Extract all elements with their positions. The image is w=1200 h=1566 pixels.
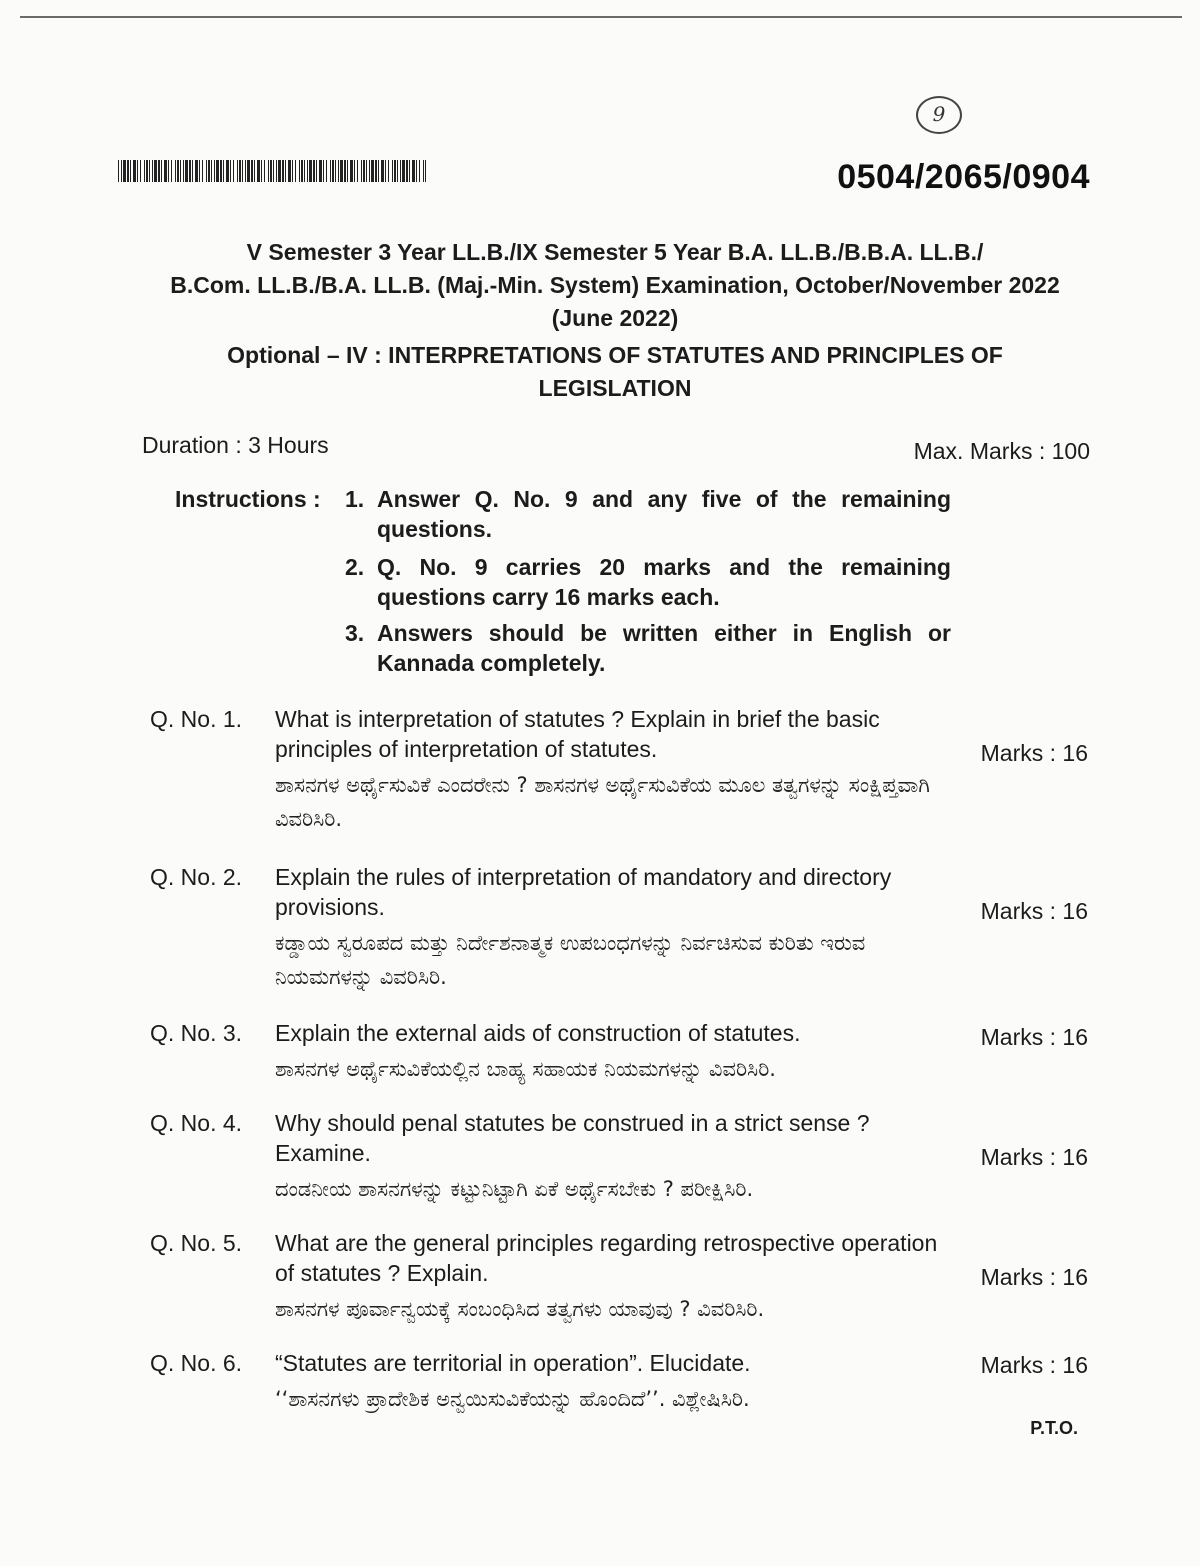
barcode-bar bbox=[381, 160, 384, 182]
instruction-item bbox=[345, 618, 951, 678]
question-marks: Marks : 16 bbox=[980, 1024, 1088, 1050]
barcode-bar bbox=[180, 160, 181, 182]
question-number: Q. No. 5. bbox=[150, 1230, 243, 1256]
barcode-bar bbox=[245, 160, 246, 182]
instruction-text: Answers should be written either in English or Kannada completely. bbox=[377, 620, 951, 676]
barcode-bar bbox=[361, 160, 362, 182]
barcode-bar bbox=[177, 160, 179, 182]
instruction-number: 1. bbox=[345, 486, 365, 512]
exam-heading bbox=[140, 236, 1090, 405]
top-rule bbox=[20, 16, 1182, 18]
barcode-bar bbox=[276, 160, 277, 182]
question-marks: Marks : 16 bbox=[980, 1352, 1088, 1378]
barcode-bar bbox=[400, 160, 401, 182]
barcode-bar bbox=[154, 160, 157, 182]
barcode-bar bbox=[133, 160, 136, 182]
barcode-bar bbox=[247, 160, 250, 182]
question-text-kannada: ದಂಡನೀಯ ಶಾಸನಗಳನ್ನು ಕಟ್ಟುನಿಟ್ಟಾಗಿ ಏಕೆ ಅರ್ಥೈಸಬೇಕು ? ಪರೀಕ್ಷಿಸಿರಿ. bbox=[275, 1177, 754, 1201]
barcode-bar bbox=[366, 160, 367, 182]
barcode-bar bbox=[257, 160, 260, 182]
barcode-bar bbox=[319, 160, 322, 182]
page-number-mark: 9 bbox=[916, 96, 962, 134]
question-marks: Marks : 16 bbox=[980, 1144, 1088, 1170]
barcode-bar bbox=[330, 160, 331, 182]
barcode-bar bbox=[278, 160, 281, 182]
instruction-number: 3. bbox=[345, 620, 365, 646]
barcode-bar bbox=[371, 160, 374, 182]
barcode-bar bbox=[264, 160, 265, 182]
barcode-bar bbox=[175, 160, 176, 182]
question-text-kannada: ‘‘ಶಾಸನಗಳು ಪ್ರಾದೇಶಿಕ ಅನ್ವಯಿಸುವಿಕೆಯನ್ನು ಹೊಂದಿದೆ’’. ವಿಶ್ಲೇಷಿಸಿರಿ. bbox=[275, 1387, 750, 1411]
barcode-bar bbox=[223, 160, 224, 182]
barcode-bar bbox=[144, 160, 145, 182]
question-number: Q. No. 2. bbox=[150, 864, 243, 890]
barcode-bar bbox=[192, 160, 193, 182]
barcode-bar bbox=[357, 160, 358, 182]
question-text-kannada: ಶಾಸನಗಳ ಅರ್ಥೈಸುವಿಕೆ ಎಂದರೇನು ? ಶಾಸನಗಳ ಅರ್ಥೈಸುವಿಕೆಯ ಮೂಲ ತತ್ವಗಳನ್ನು ಸಂಕ್ಷಿಪ್ತವಾಗಿ ವಿವರಿಸಿರಿ. bbox=[275, 773, 930, 831]
barcode-bar bbox=[239, 160, 241, 182]
barcode-bar bbox=[313, 160, 315, 182]
barcode-bar bbox=[268, 160, 269, 182]
title-line-2: B.Com. LL.B./B.A. LL.B. (Maj.-Min. System) Examination, October/November 2022 bbox=[170, 272, 1060, 298]
barcode-bar bbox=[354, 160, 355, 182]
barcode-bar bbox=[220, 160, 222, 182]
barcode-bar bbox=[206, 160, 207, 182]
barcode-bar bbox=[208, 160, 210, 182]
question-number: Q. No. 3. bbox=[150, 1020, 243, 1046]
barcode-bar bbox=[127, 160, 129, 182]
question-number: Q. No. 1. bbox=[150, 706, 243, 732]
duration: Duration : 3 Hours bbox=[142, 432, 329, 458]
barcode-bar bbox=[307, 160, 308, 182]
barcode-bar bbox=[282, 160, 284, 182]
barcode-bar bbox=[299, 160, 300, 182]
barcode-bar bbox=[164, 160, 167, 182]
question-text-english: What is interpretation of statutes ? Explain in brief the basic principles of interpretation of statutes. bbox=[275, 706, 880, 762]
question-number: Q. No. 4. bbox=[150, 1110, 243, 1136]
barcode-bar bbox=[152, 160, 153, 182]
barcode-bar bbox=[183, 160, 184, 182]
barcode-bar bbox=[168, 160, 169, 182]
subject-line-1: Optional – IV : INTERPRETATIONS OF STATUTES AND PRINCIPLES OF bbox=[227, 342, 1003, 368]
barcode-bar bbox=[316, 160, 317, 182]
barcode-bar bbox=[185, 160, 188, 182]
question-text-english: Explain the rules of interpretation of mandatory and directory provisions. bbox=[275, 864, 892, 920]
question-marks: Marks : 16 bbox=[980, 740, 1088, 766]
barcode-bar bbox=[149, 160, 150, 182]
barcode-bar bbox=[394, 160, 396, 182]
barcode-bar bbox=[385, 160, 386, 182]
barcode-bar bbox=[369, 160, 370, 182]
barcode-bar bbox=[350, 160, 353, 182]
instruction-text: Q. No. 9 carries 20 marks and the remaining questions carry 16 marks each. bbox=[377, 554, 951, 610]
barcode-bar bbox=[402, 160, 405, 182]
barcode-bar bbox=[285, 160, 286, 182]
question-body bbox=[275, 862, 955, 994]
barcode-bar bbox=[338, 160, 339, 182]
barcode-bar bbox=[397, 160, 398, 182]
barcode-bar bbox=[419, 160, 420, 182]
barcode-bar bbox=[332, 160, 334, 182]
barcode-bar bbox=[261, 160, 262, 182]
barcode-bar bbox=[146, 160, 148, 182]
question-text-english: What are the general principles regarding retrospective operation of statutes ? Explain. bbox=[275, 1230, 938, 1286]
barcode-bar bbox=[189, 160, 191, 182]
title-line-1: V Semester 3 Year LL.B./IX Semester 5 Year B.A. LL.B./B.B.A. LL.B./ bbox=[246, 239, 984, 265]
barcode-bar bbox=[378, 160, 379, 182]
barcode-bar bbox=[118, 160, 119, 182]
question-body bbox=[275, 704, 955, 836]
title-line-3: (June 2022) bbox=[551, 305, 679, 331]
barcode-bar bbox=[158, 160, 160, 182]
barcode-bar bbox=[406, 160, 408, 182]
barcode-bar bbox=[425, 160, 426, 182]
barcode-bar bbox=[309, 160, 312, 182]
instructions-label: Instructions : bbox=[175, 486, 321, 512]
paper-code: 0504/2065/0904 bbox=[837, 158, 1090, 196]
subject-line-2: LEGISLATION bbox=[538, 375, 692, 401]
barcode-bar bbox=[242, 160, 243, 182]
barcode-bar bbox=[137, 160, 138, 182]
barcode-bar bbox=[237, 160, 238, 182]
barcode-bar bbox=[273, 160, 274, 182]
barcode-bar bbox=[375, 160, 377, 182]
barcode-bar bbox=[323, 160, 324, 182]
barcode-bar bbox=[140, 160, 141, 182]
barcode-bar bbox=[233, 160, 234, 182]
barcode-bar bbox=[251, 160, 253, 182]
barcode-bar bbox=[254, 160, 255, 182]
barcode-bar bbox=[392, 160, 393, 182]
question-body bbox=[275, 1348, 955, 1416]
instruction-text: Answer Q. No. 9 and any five of the remaining questions. bbox=[377, 486, 951, 542]
max-marks: Max. Marks : 100 bbox=[913, 438, 1090, 464]
barcode-bar bbox=[423, 160, 424, 182]
barcode-bar bbox=[388, 160, 389, 182]
question-marks: Marks : 16 bbox=[980, 1264, 1088, 1290]
barcode-bar bbox=[202, 160, 203, 182]
barcode-bar bbox=[292, 160, 293, 182]
barcode-bar bbox=[344, 160, 346, 182]
barcode-bar bbox=[226, 160, 229, 182]
question-text-english: “Statutes are territorial in operation”. Elucidate. bbox=[275, 1350, 751, 1376]
question-text-english: Why should penal statutes be construed in a strict sense ? Examine. bbox=[275, 1110, 870, 1166]
question-text-kannada: ಶಾಸನಗಳ ಅರ್ಥೈಸುವಿಕೆಯಲ್ಲಿನ ಬಾಹ್ಯ ಸಹಾಯಕ ನಿಯಮಗಳನ್ನು ವಿವರಿಸಿರಿ. bbox=[275, 1057, 776, 1081]
barcode bbox=[118, 160, 426, 182]
barcode-bar bbox=[216, 160, 219, 182]
barcode-bar bbox=[130, 160, 131, 182]
barcode-bar bbox=[347, 160, 348, 182]
barcode-bar bbox=[326, 160, 327, 182]
question-marks: Marks : 16 bbox=[980, 898, 1088, 924]
barcode-bar bbox=[199, 160, 200, 182]
barcode-bar bbox=[409, 160, 410, 182]
barcode-bar bbox=[161, 160, 162, 182]
instruction-number: 2. bbox=[345, 554, 365, 580]
barcode-bar bbox=[304, 160, 305, 182]
question-text-kannada: ಕಡ್ಡಾಯ ಸ್ವರೂಪದ ಮತ್ತು ನಿರ್ದೇಶನಾತ್ಮಕ ಉಪಬಂಧಗಳನ್ನು ನಿರ್ವಚಿಸುವ ಕುರಿತು ಇರುವ ನಿಯಮಗಳನ್ನು ವಿವರಿಸಿರಿ. bbox=[275, 931, 866, 989]
barcode-bar bbox=[295, 160, 296, 182]
question-body bbox=[275, 1108, 955, 1206]
question-number: Q. No. 6. bbox=[150, 1350, 243, 1376]
barcode-bar bbox=[416, 160, 417, 182]
barcode-bar bbox=[335, 160, 336, 182]
barcode-bar bbox=[123, 160, 126, 182]
barcode-bar bbox=[195, 160, 198, 182]
barcode-bar bbox=[121, 160, 122, 182]
question-text-kannada: ಶಾಸನಗಳ ಪೂರ್ವಾನ್ವಯಕ್ಕೆ ಸಂಬಂಧಿಸಿದ ತತ್ವಗಳು ಯಾವುವು ? ವಿವರಿಸಿರಿ. bbox=[275, 1297, 765, 1321]
barcode-bar bbox=[171, 160, 172, 182]
barcode-bar bbox=[230, 160, 231, 182]
pto-note: P.T.O. bbox=[1030, 1418, 1078, 1438]
question-body bbox=[275, 1228, 955, 1326]
instruction-item bbox=[345, 552, 951, 612]
question-body bbox=[275, 1018, 955, 1086]
barcode-bar bbox=[412, 160, 415, 182]
barcode-bar bbox=[270, 160, 272, 182]
barcode-bar bbox=[214, 160, 215, 182]
barcode-bar bbox=[211, 160, 212, 182]
barcode-bar bbox=[340, 160, 343, 182]
barcode-bar bbox=[288, 160, 291, 182]
question-text-english: Explain the external aids of construction of statutes. bbox=[275, 1020, 801, 1046]
barcode-bar bbox=[301, 160, 303, 182]
instruction-item bbox=[345, 484, 951, 544]
barcode-bar bbox=[363, 160, 365, 182]
